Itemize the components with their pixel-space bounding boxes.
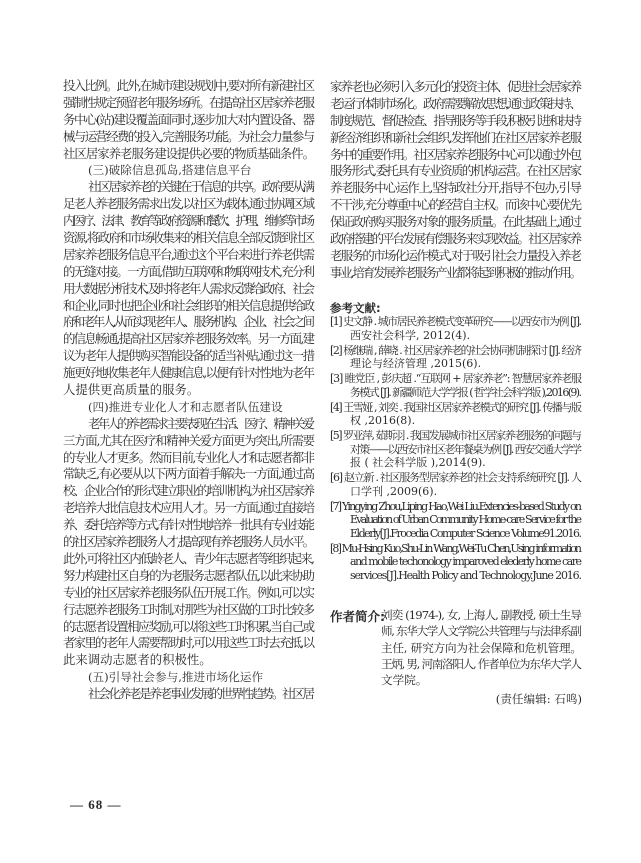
text-line: 老年人的养老需求主要表现在生活、医疗、精神关爱 bbox=[88, 415, 313, 431]
text-line: 社区居家养老的关键在于信息的共享。政府要从满 bbox=[88, 179, 313, 195]
page-number: — 68 — bbox=[70, 797, 122, 812]
text-line: 家养老也必须引入多元化的投资主体、促进社会居家养 bbox=[330, 79, 581, 94]
text-line: 投入比例。此外,在城市建设规划中,要对所有新建社区 bbox=[63, 78, 314, 93]
text-line: 西安社会科学, 2012(4). bbox=[350, 328, 471, 342]
text-line: 老服务的市场化运作模式,对于吸引社会力量投入养老 bbox=[330, 247, 581, 263]
left-column bbox=[63, 78, 315, 703]
text-line: [4] 王雪娅 , 刘奕 . 我国社区居家养老模式的研究 [J]. 传播与版 bbox=[330, 400, 581, 414]
text-line: [5] 罗亚萍, 茹斯羽 . 我国发展城市社区居家养老服务的问题与 bbox=[330, 429, 581, 442]
text-line: 报 ( 社会科学版 ),2014(9). bbox=[350, 456, 486, 469]
text-line: 务中的重要作用。社区居家养老服务中心可以通过外包 bbox=[330, 146, 581, 162]
reference-item bbox=[330, 429, 582, 470]
text-line: 养老服务中心运作上,坚持政社分开,指导不包办,引导 bbox=[330, 180, 581, 196]
text-line: [6] 赵立新 . 社区服务型居家养老的社会支持系统研究 [J]. 人 bbox=[330, 471, 581, 484]
text-line: 专业的社区居家养老服务队伍开展工作。例如,可以实 bbox=[63, 584, 314, 600]
reference-item bbox=[330, 542, 582, 583]
text-line: 的无缝对接。一方面,借助互联网和物联网技术,充分利 bbox=[63, 263, 314, 279]
text-line: 主任, 研究方向为社会保障和危机管理。 bbox=[381, 640, 582, 655]
paragraph bbox=[330, 79, 582, 282]
text-line: 的志愿者设置相应奖励,可以将这些工时积累,当自己或 bbox=[63, 618, 314, 634]
text-line: 口学刊 ,2009(6). bbox=[350, 484, 438, 498]
responsible-editor: (责任编辑: 石鸣) bbox=[495, 692, 582, 706]
text-line: 理论与经济管理 ,2015(6). bbox=[350, 357, 482, 370]
text-line: (五)引导社会参与,推进市场化运作 bbox=[88, 670, 264, 685]
paragraph bbox=[63, 686, 315, 703]
section-heading bbox=[63, 162, 315, 179]
section-heading bbox=[63, 669, 315, 686]
text-line: 足老人养老服务需求出发,以社区为载体,通过协调区域 bbox=[63, 196, 314, 212]
text-line: 刘奕 (1974-), 女, 上海人, 副教授, 硕士生导 bbox=[381, 608, 582, 622]
author-bio bbox=[381, 607, 582, 688]
text-line: 老运行体制市场化。政府需要解放思想,通过政策扶持、 bbox=[330, 95, 580, 111]
text-line: 权 ,2016(8). bbox=[350, 414, 416, 427]
text-line: 人提供更高质量的服务。 bbox=[63, 382, 200, 398]
section-heading bbox=[63, 399, 315, 416]
text-line: 文学院。 bbox=[381, 673, 428, 688]
text-line: Elderly[J].Frocedia Computer Science Volume91.2016. bbox=[350, 526, 581, 540]
text-line: 内医疗、法律、教育等政府资源和餐饮、护理、维修等市场 bbox=[63, 213, 313, 229]
text-line: 此来调动志愿者的积极性。 bbox=[63, 652, 212, 668]
reference-item bbox=[330, 372, 582, 399]
text-line: 保证政府购买服务对象的服务质量。在此基础上,通过 bbox=[330, 214, 581, 230]
text-line: [2] 杨继瑞 , 薛晓 . 社区居家养老的社会协同机制探讨 [J]. 经济 bbox=[330, 343, 581, 357]
text-line: 养、委托培养等方式,有针对性地培养一批具有专业技能 bbox=[63, 517, 313, 533]
text-line: [8] Mu-Hsing Kuo,Shu-Lin Wang,Wei-Tu Chen,Using information bbox=[330, 541, 581, 555]
paragraph bbox=[63, 78, 315, 162]
text-line: (四)推进专业化人才和志愿者队伍建设 bbox=[88, 399, 283, 414]
text-line: 王炳, 男, 河南洛阳人, 作者单位为东华大学人 bbox=[381, 656, 581, 671]
text-line: 府和老年人,从而实现老年人、服务机构、企业、社会之间 bbox=[63, 314, 313, 330]
text-line: (三)破除信息孤岛,搭建信息平台 bbox=[88, 163, 252, 178]
text-line: services[J].Health Policy and Technology.June 2016. bbox=[350, 568, 581, 582]
reference-item bbox=[330, 471, 582, 498]
text-line: 校、企业合作的形式建立职业的培训机构,为社区居家养 bbox=[63, 483, 313, 499]
text-line: and mobile techonology imparoved elederly home care bbox=[350, 555, 581, 568]
text-line: 用大数据分析技术,及时将老年人需求反馈给政府、社会 bbox=[63, 280, 313, 296]
reference-item bbox=[330, 500, 582, 541]
author-bio-label: 作者简介: bbox=[330, 609, 385, 624]
reference-item bbox=[330, 401, 582, 428]
text-line: 务中心(站)建设覆盖面同时,逐步加大对内置设备、器 bbox=[63, 111, 314, 127]
text-line: 新经济组织和新社会组织,发挥他们在社区居家养老服 bbox=[330, 129, 581, 145]
text-line: 的专业人才更多。然而目前,专业化人才和志愿者都非 bbox=[63, 449, 314, 465]
text-line: 事业,培育发展养老服务产业都将起到积极的推动作用。 bbox=[330, 264, 580, 280]
text-line: 行志愿养老服务工时制,对那些为社区做的工时比较多 bbox=[63, 601, 314, 617]
text-line: 老培养大批信息技术应用人才。另一方面,通过直接培 bbox=[63, 500, 314, 516]
text-line: 者家里的老年人需要帮助时,可以用这些工时去充抵,以 bbox=[63, 635, 314, 651]
text-line: 社区居家养老服务建设提供必要的物质基础条件。 bbox=[63, 145, 315, 161]
text-line: 努力构建社区自身的为老服务志愿者队伍,以此来协助 bbox=[63, 567, 314, 583]
right-column-body bbox=[330, 79, 582, 282]
text-line: 的社区居家养老服务人才,提高现有养老服务人员水平。 bbox=[63, 534, 313, 550]
text-line: 的信息畅通,提高社区居家养老服务效率。另一方面,建 bbox=[63, 331, 314, 347]
text-line: 强制性规定预留老年服务场所。在提高社区居家养老服 bbox=[63, 94, 314, 110]
text-line: 议为老年人提供购买智能设备的适当补贴,通过这一措 bbox=[63, 348, 314, 364]
text-line: 械与运营经费的投入,完善服务功能。为社会力量参与 bbox=[63, 128, 314, 144]
text-line: [3] 睢党臣 , 彭庆超 .“互联网 + 居家养老”: 智慧居家养老服 bbox=[330, 372, 581, 385]
text-line: 和企业,同时也把企业和社会组织的相关信息提供给政 bbox=[63, 297, 314, 313]
text-line: 居家养老服务信息平台,通过这个平台来进行养老供需 bbox=[63, 246, 314, 262]
text-line: [1] 史文静 . 城市居民养老模式变革研究——以西安市为例 [J]. bbox=[330, 315, 581, 328]
text-line: 资源,将政府和市场收集来的相关信息全部反馈到社区 bbox=[63, 230, 314, 246]
text-line: 对策——以西安市社区老年餐桌为例 [J]. 西安交通大学学 bbox=[350, 442, 581, 456]
text-line: 此外,可将社区内低龄老人、青少年志愿者等组织起来, bbox=[63, 550, 314, 566]
references-heading: 参考文献: bbox=[330, 301, 381, 315]
text-line: 制度规范、督促检查、指导服务等手段,积极引进和扶持 bbox=[330, 112, 580, 128]
text-line: 务模式 [J]. 新疆师范大学学报 ( 哲学社会科学版 ),2016(9). bbox=[350, 385, 581, 399]
text-line: [7] Yingying Zhou,Liping Hao,Wei Liu.Extencies-based Study on bbox=[330, 499, 581, 513]
text-line: 施更好地收集老年人健康信息,以便有针对性地为老年 bbox=[63, 365, 314, 381]
text-line: 服务形式,委托具有专业资质的机构运营。在社区居家 bbox=[330, 163, 581, 179]
text-line: 师, 东华大学人文学院公共管理与与法律系副 bbox=[381, 624, 581, 639]
text-line: 三方面,尤其在医疗和精神关爱方面更为突出,所需要 bbox=[63, 432, 314, 448]
text-line: 常缺乏,有必要从以下两方面着手解决:一方面,通过高 bbox=[63, 466, 314, 482]
reference-item bbox=[330, 315, 582, 342]
text-line: 政府搭建的平台发展有偿服务来实现效益。社区居家养 bbox=[330, 231, 581, 247]
text-line: Evaluation of Urban Community Home-care Service for the bbox=[350, 513, 581, 526]
reference-item bbox=[330, 344, 582, 371]
references-list bbox=[330, 315, 582, 584]
paragraph bbox=[63, 179, 315, 399]
text-line: 不干涉,充分尊重中心的经营自主权。而该中心要优先 bbox=[330, 197, 581, 213]
text-line: 社会化养老是养老事业发展的世界性趋势。社区居 bbox=[88, 686, 313, 702]
paragraph bbox=[63, 416, 315, 669]
